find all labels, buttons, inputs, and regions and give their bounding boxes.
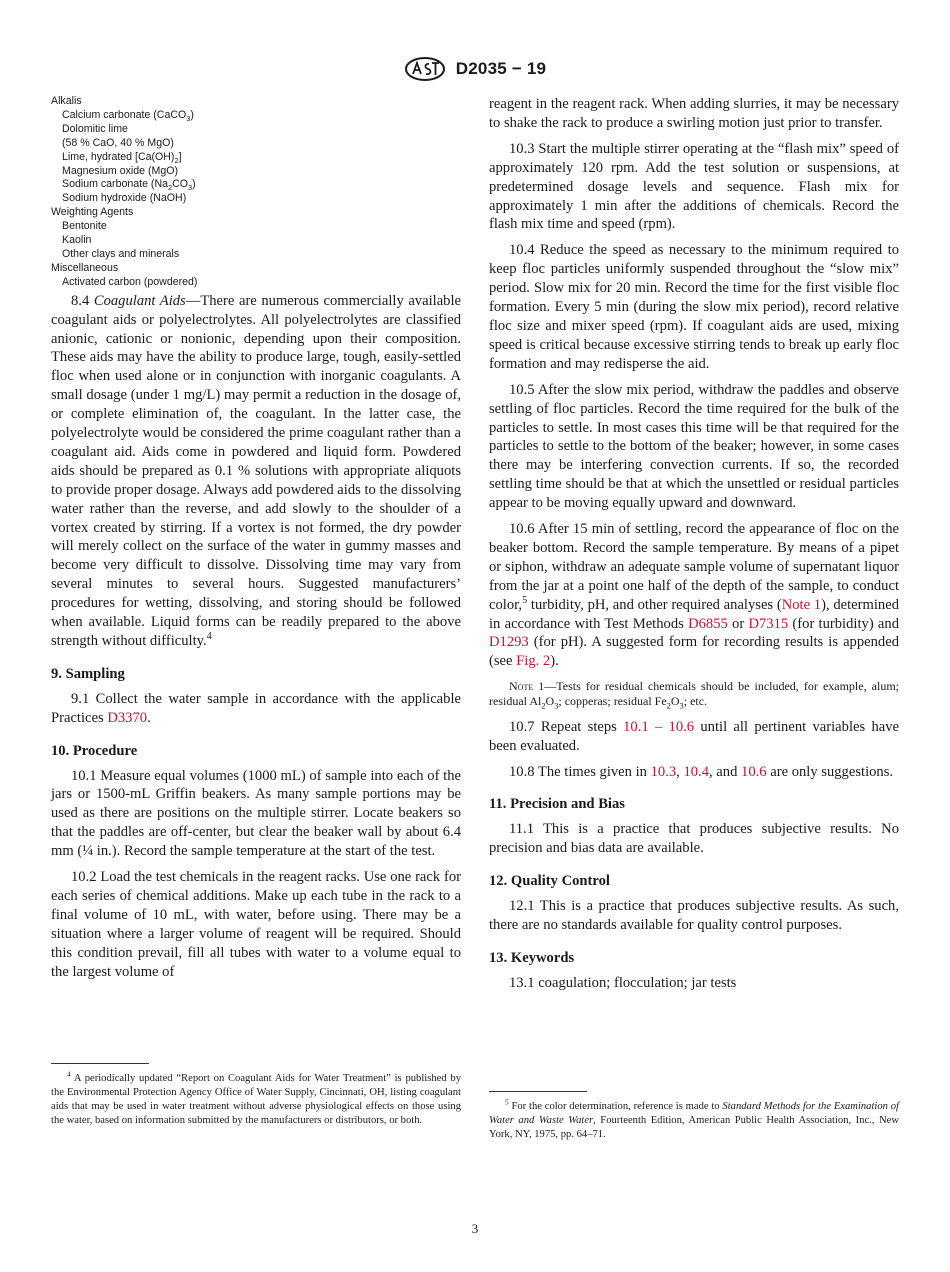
list-item: Kaolin bbox=[62, 234, 92, 247]
footnote-rule bbox=[51, 1063, 149, 1064]
section-10-1: 10.1 Measure equal volumes (1000 mL) of sample into each of the jars or 1500-mL Griffin beakers. As many sample portions may be used as there are positions on the multiple stirrer. Locate beakers so that the paddles are off-center, but clear the beaker wall by about 6.4 mm (¼ in.). Record the sample temperature at the start of the test. bbox=[51, 767, 461, 860]
list-item: Bentonite bbox=[62, 220, 107, 233]
astm-logo-icon bbox=[404, 56, 446, 82]
heading-precision-bias: 11. Precision and Bias bbox=[489, 796, 625, 813]
footnote-rule bbox=[489, 1091, 587, 1092]
footnote-4-block bbox=[51, 1063, 461, 1128]
list-item: Dolomitic lime bbox=[62, 122, 128, 135]
list-category: Alkalis bbox=[51, 95, 82, 107]
section-10-2-continued: reagent in the reagent rack. When adding slurries, it may be necessary to shake the rack to produce a swirling motion just prior to transfer. bbox=[489, 96, 899, 131]
footnote-4: $^4$ A periodically updated “Report on Coagulant Aids for Water Treatment” is published by the Environmental Protection Agency Office of Water Supply, Cincinnati, OH, listing coagulant aids that may be used in water treatment without adverse physiological effects on those using the water, based on information submitted by the manufacturers or distributors, or both. bbox=[51, 1069, 461, 1127]
section-11-1: 11.1 This is a practice that produces subjective results. No precision and bias data are available. bbox=[489, 821, 899, 857]
section-9-1: 9.1 Collect the water sample in accordance with the applicable Practices D3370. bbox=[51, 690, 461, 726]
list-item: Lime, hydrated $[Ca(OH)_2]$ bbox=[62, 150, 182, 165]
left-column bbox=[51, 95, 461, 989]
page-number: 3 bbox=[471, 1221, 479, 1236]
section-13-1: 13.1 coagulation; flocculation; jar tests bbox=[509, 974, 737, 991]
heading-quality-control: 12. Quality Control bbox=[489, 873, 610, 890]
document-designation: D2035 − 19 bbox=[455, 59, 547, 78]
right-column bbox=[489, 95, 899, 1000]
section-10-7: 10.7 Repeat steps 10.1 – 10.6 until all pertinent variables have been evaluated. bbox=[489, 718, 899, 754]
chemical-list bbox=[51, 95, 461, 290]
list-item: Sodium hydroxide (NaOH) bbox=[62, 192, 187, 205]
list-item: (58 % CaO, 40 % MgO) bbox=[62, 136, 174, 149]
list-item: Sodium carbonate $(Na_2CO_3)$ bbox=[62, 178, 196, 193]
heading-procedure: 10. Procedure bbox=[51, 742, 138, 759]
list-category: Weighting Agents bbox=[51, 206, 134, 219]
list-item: Calcium carbonate (CaCO$_3$) bbox=[62, 108, 194, 124]
list-item: Other clays and minerals bbox=[62, 247, 180, 260]
heading-sampling: 9. Sampling bbox=[51, 665, 125, 682]
list-item: Magnesium oxide (MgO) bbox=[62, 164, 178, 177]
section-10-5: 10.5 After the slow mix period, withdraw the paddles and observe settling of floc particles. Record the time required for the bulk of the particles to settle. In most cases this time will be that required for the particles to settle to the bottom of the beaker; however, in some cases there may be interfering convection currents. If so, the recorded settling time should be that at which the unsettled or residual particles appear to be moving equally upward and downward. bbox=[489, 381, 899, 512]
list-item: Activated carbon (powdered) bbox=[62, 275, 198, 288]
footnote-5: $^5$ For the color determination, reference is made to Standard Methods for the Examination of Water and Waste Water, Fourteenth Edition, American Public Health Association, Inc., New York, NY, 1975, pp. 64–71. bbox=[489, 1097, 899, 1141]
page-header bbox=[0, 56, 950, 82]
footnote-5-block bbox=[489, 1091, 899, 1142]
section-10-6: 10.6 After 15 min of settling, record the appearance of floc on the beaker bottom. Record the sample temperature. By means of a pipet or siphon, withdraw an adequate sample volume of supernatant liquor from the jar at a point one half of the depth of the sample, to conduct color,$^5$ turbidity, pH, and other required analyses (Note 1), determined in accordance with Test Methods D6855 or D7315 (for turbidity) and D1293 (for pH). A suggested form for recording results is appended (see Fig. 2). bbox=[489, 521, 899, 670]
section-10-2: 10.2 Load the test chemicals in the reagent racks. Use one rack for each series of chemical additions. Make up each tube in the rack to a final volume of 10 mL, with water, before using. There may be a situation where a larger volume of reagent will be required. Should this condition prevail, fill all tubes with water to a volume equal to the largest volume of bbox=[51, 869, 461, 980]
section-10-3: 10.3 Start the multiple stirrer operating at the “flash mix” speed of approximately 120 rpm. Add the test solution or suspensions, at predetermined dosage levels and sequence. Flash mix for approximately 1 min after the additions of chemicals. Record the flash mix time and speed (rpm). bbox=[489, 140, 899, 233]
note-1: Note 1—Tests for residual chemicals should be included, for example, alum; residual $Al_2O_3$; copperas; residual $Fe_2O_3$; etc. bbox=[489, 679, 899, 711]
section-10-4: 10.4 Reduce the speed as necessary to the minimum required to keep floc particles uniformly suspended throughout the “slow mix” period. Slow mix for 20 min. Record the time for the first visible floc formation. Every 5 min (during the slow mix period), record relative floc size and mixer speed (rpm). If coagulant aids are used, mixing speed is critical because excessive stirring tends to break up early floc formation and may redisperse the aid. bbox=[489, 242, 899, 372]
section-10-8: 10.8 The times given in 10.3, 10.4, and 10.6 are only suggestions. bbox=[509, 763, 894, 780]
section-8-4: 8.4 Coagulant Aids—There are numerous commercially available coagulant aids or polyelectrolytes. All polyelectrolytes are classified anionic, cationic or nonionic, depending upon their composition. These aids may have the ability to produce large, tough, easily-settled floc when used alone or in conjunction with inorganic coagulants. A small dosage (under 1 mg/L) may permit a reduction in the dosage of, or complete elimination of, the coagulant. In the latter case, the polyelectrolyte would be considered the prime coagulant rather than a coagulant aid. Aids come in powdered and liquid form. Powdered aids should be prepared as 0.1 % solutions with appropriate aliquots to provide proper dosage. Always add powdered aids to the dissolving water rather than the reverse, and add slowly to the shoulder of a vortex created by stirring. If a vortex is not formed, the dry powder will merely collect on the surface of the water in gummy masses and become very difficult to dissolve. Dissolving time may vary from several minutes to several hours. Suggested manufacturers’ procedures for wetting, dissolving, and storing should be followed when available. Liquid forms can be readily prepared to the above strength without difficulty.$^4$ bbox=[51, 292, 462, 649]
heading-keywords: 13. Keywords bbox=[489, 949, 575, 966]
section-12-1: 12.1 This is a practice that produces subjective results. As such, there are no standards available for quality control purposes. bbox=[489, 898, 899, 933]
list-category: Miscellaneous bbox=[51, 261, 119, 274]
